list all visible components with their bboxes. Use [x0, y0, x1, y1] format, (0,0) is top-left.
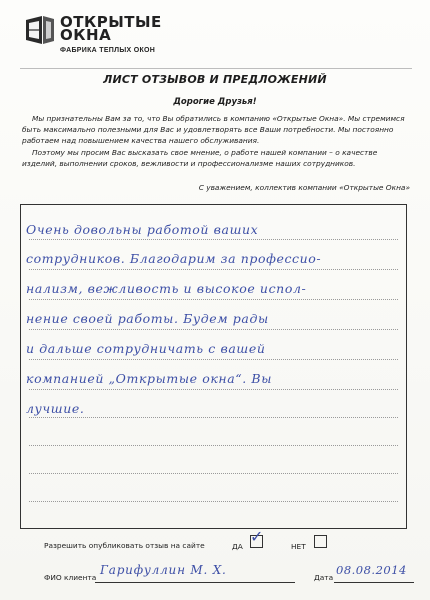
ruled-line — [29, 473, 398, 474]
logo-title-line1: ОТКРЫТЫЕ — [60, 13, 162, 31]
logo-subtitle: ФАБРИКА ТЕПЛЫХ ОКОН — [60, 47, 156, 54]
feedback-line: нение своей работы. Будем рады — [26, 311, 269, 326]
logo-title — [60, 13, 162, 44]
header-divider — [20, 68, 412, 69]
ruled-line — [29, 501, 398, 502]
client-name-value: Гарифуллин М. Х. — [100, 563, 227, 577]
intro-paragraph-1: Мы признательны Вам за то, что Вы обратились в компанию «Открытые Окна». Мы стремимся быть максимально полезными для Вас и удовлетворять все Ваши потребности. Мы постоянно работаем над повышением качества нашего обслуживания. — [22, 114, 405, 146]
document-title: ЛИСТ ОТЗЫВОВ И ПРЕДЛОЖЕНИЙ — [103, 73, 327, 86]
ruled-line — [29, 299, 398, 300]
publish-consent-label: Разрешить опубликовать отзыв на сайте — [44, 541, 205, 550]
feedback-line: сотрудников. Благодарим за профессио- — [26, 251, 322, 266]
intro-text — [22, 113, 414, 169]
feedback-line: нализм, вежливость и высокое испол- — [26, 281, 307, 296]
date-label: Дата — [314, 573, 334, 582]
intro-paragraph-2: Поэтому мы просим Вас высказать свое мнение, о работе нашей компании – о качестве изделий, выполнении сроков, вежливости и профессионализме наших сотрудников. — [22, 147, 378, 168]
yes-label: ДА — [232, 542, 243, 551]
greeting: Дорогие Друзья! — [173, 97, 257, 107]
date-value: 08.08.2014 — [336, 563, 407, 577]
company-logo — [24, 14, 244, 62]
logo-title-line2: ОКНА — [60, 26, 112, 44]
client-name-label: ФИО клиента — [44, 573, 97, 582]
signoff: С уважением, коллектив компании «Открытые Окна» — [198, 183, 410, 192]
ruled-line — [29, 269, 398, 270]
feedback-line: Очень довольны работой ваших — [26, 222, 259, 237]
feedback-line: компанией „Открытые окна“. Вы — [26, 371, 272, 386]
feedback-line: лучшие. — [26, 401, 85, 416]
no-label: НЕТ — [291, 542, 306, 551]
feedback-line: и дальше сотрудничать с вашей — [26, 341, 266, 356]
ruled-line — [29, 329, 398, 330]
ruled-line — [29, 359, 398, 360]
ruled-line — [29, 417, 398, 418]
checkmark-icon: ✓ — [250, 527, 264, 546]
ruled-line — [29, 239, 398, 240]
ruled-line — [29, 389, 398, 390]
client-name-field[interactable] — [95, 582, 295, 583]
window-logo-icon — [24, 14, 56, 46]
date-field[interactable] — [334, 582, 414, 583]
ruled-line — [29, 445, 398, 446]
no-checkbox[interactable] — [314, 535, 327, 548]
